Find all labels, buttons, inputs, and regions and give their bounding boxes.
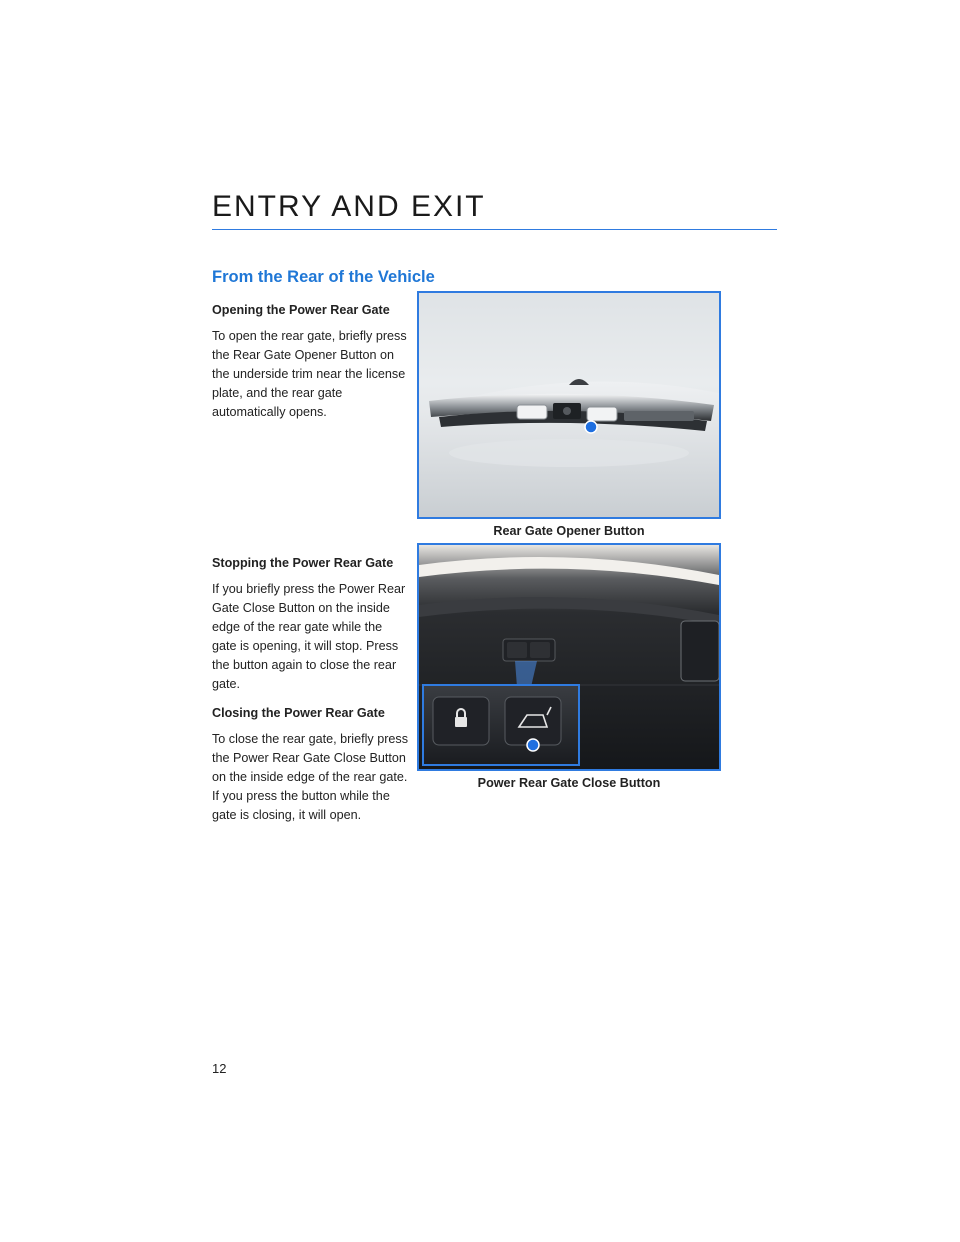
fig1-caption: Rear Gate Opener Button xyxy=(493,524,645,538)
closing-heading: Closing the Power Rear Gate xyxy=(212,706,385,720)
power-rear-gate-close-photo xyxy=(417,543,721,771)
stopping-body: If you briefly press the Power Rear Gate Close Button on the inside edge of the rear gate while the gate is opening, it will stop. Press the button again to close the rear gate. xyxy=(212,582,406,691)
chapter-divider xyxy=(212,229,777,230)
opening-heading: Opening the Power Rear Gate xyxy=(212,303,390,317)
section-title: From the Rear of the Vehicle xyxy=(212,268,435,286)
opening-section xyxy=(212,301,408,432)
callout-marker xyxy=(585,421,597,433)
callout-marker xyxy=(527,739,539,751)
fig2-caption: Power Rear Gate Close Button xyxy=(477,776,661,790)
power-rear-gate-close-illustration xyxy=(419,545,719,769)
stopping-heading: Stopping the Power Rear Gate xyxy=(212,556,394,570)
opening-body: To open the rear gate, briefly press the Rear Gate Opener Button on the underside trim near the license plate, and the rear gate automatically opens. xyxy=(212,329,407,419)
closing-body: To close the rear gate, briefly press the Power Rear Gate Close Button on the inside edge of the rear gate. If you press the button while the gate is closing, it will open. xyxy=(212,732,408,822)
chapter-title: ENTRY AND EXIT xyxy=(212,190,486,223)
stopping-closing-section xyxy=(212,554,408,835)
page-number: 12 xyxy=(212,1061,227,1076)
rear-gate-opener-photo xyxy=(417,291,721,519)
rear-gate-opener-illustration xyxy=(419,293,719,517)
